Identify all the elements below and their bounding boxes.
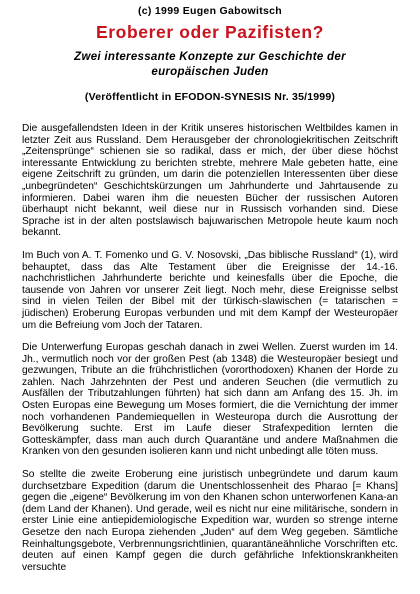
paragraph: Die Unterwerfung Europas geschah danach in zwei Wellen. Zuerst wurden im 14. Jh., vermutlich noch vor der großen Pest (ab 1348) die Westeuropäer besiegt und gezwungen, Tribute an die frühchristlichen (vororthodoxen) Khanen der Horde zu zahlen. Nach Jahrzehnten der Pest und anderen Seuchen (die vermutlich zu Ausfällen der Tributzahlungen führten) hat sich dann am Anfang des 15. Jh. im Osten Europas eine Bewegung um Moses formiert, die die Vernichtung der immer noch vorhandenen Pandemiequellen in Westeuropa durch die Ausrottung der Bevölkerung suchte. Erst im Laufe dieser Strafexpedition lernten die Gotteskämpfer, dass man auch durch Quarantäne und andere Maßnahmen die Kranken von den gesunden isolieren kann und nicht unbedingt alle töten muss.: [22, 342, 398, 458]
publication-note: (Veröffentlicht in EFODON-SYNESIS Nr. 35/1999): [84, 91, 336, 103]
article-body: [22, 123, 398, 584]
paragraph: Im Buch von A. T. Fomenko und G. V. Nosovski, „Das biblische Russland“ (1), wird behauptet, dass das Alte Testament über die Ereignisse der 14.-16. nachchristlichen Jahrhunderte berichte und keinesfalls über die Epoche, die tausende von Jahren vor unserer Zeit liegt. Noch mehr, diese Ereignisse selbst sind in vielen Teilen der Bibel mit der türkisch-slawischen (= tatarischen = jüdischen) Eroberung Europas verbunden und mit dem Kampf der Westeuropäer um die Befreiung vom Joch der Tataren.: [22, 249, 398, 331]
paragraph: So stellte die zweite Eroberung eine juristisch unbegründete und darum kaum durchsetzbare Expedition (darum die Unentschlossenheit des Pharao [= Khans] gegen die „eigene“ Bevölkerung im von den Khanen schon unterworfenen Kana-an (dem Land der Khanen). Und gerade, weil es nicht nur eine militärische, sondern in erster Linie eine antiepidemiologische Expedition war, wurden so strenge interne Gesetze den nach Europa ziehenden „Juden“ auf dem Weg gegeben. Sämtliche Reinhaltungsgebote, Verbrennungsrichtlinien, quarantäneähnliche Vorschriften etc. deuten auf einen Kampf gegen die durch gefährliche Infektionskrankheiten versuchte: [22, 469, 398, 573]
page-title: Eroberer oder Pazifisten?: [96, 22, 324, 42]
paragraph: Die ausgefallendsten Ideen in der Kritik unseres historischen Weltbildes kamen in letzter Zeit aus Russland. Dem Herausgeber der chronologiekritischen Zeitschrift „Zeitensprünge“ schienen sie so radikal, dass er mich, der über diese höchst interessante Entwicklung zu berichten strebte, mehrere Male gebeten hatte, eine eigene Zeitschrift zu gründen, um darin die potenziellen Interessenten über diese „unbegründeten“ Geschichtskürzungen um Jahrhunderte und Jahrtausende zu informieren. Dabei waren ihm die neuesten Bücher der russischen Autoren überhaupt nicht bekannt, weil diese nur in Russisch vorhanden sind. Diese Sprache ist in der alten postslawisch bajuwarischen Metropole heute kaum noch bekannt.: [22, 123, 398, 239]
copyright-line: (c) 1999 Eugen Gabowitsch: [137, 5, 283, 17]
page-subtitle: Zwei interessante Konzepte zur Geschichte der europäischen Juden: [74, 51, 346, 78]
